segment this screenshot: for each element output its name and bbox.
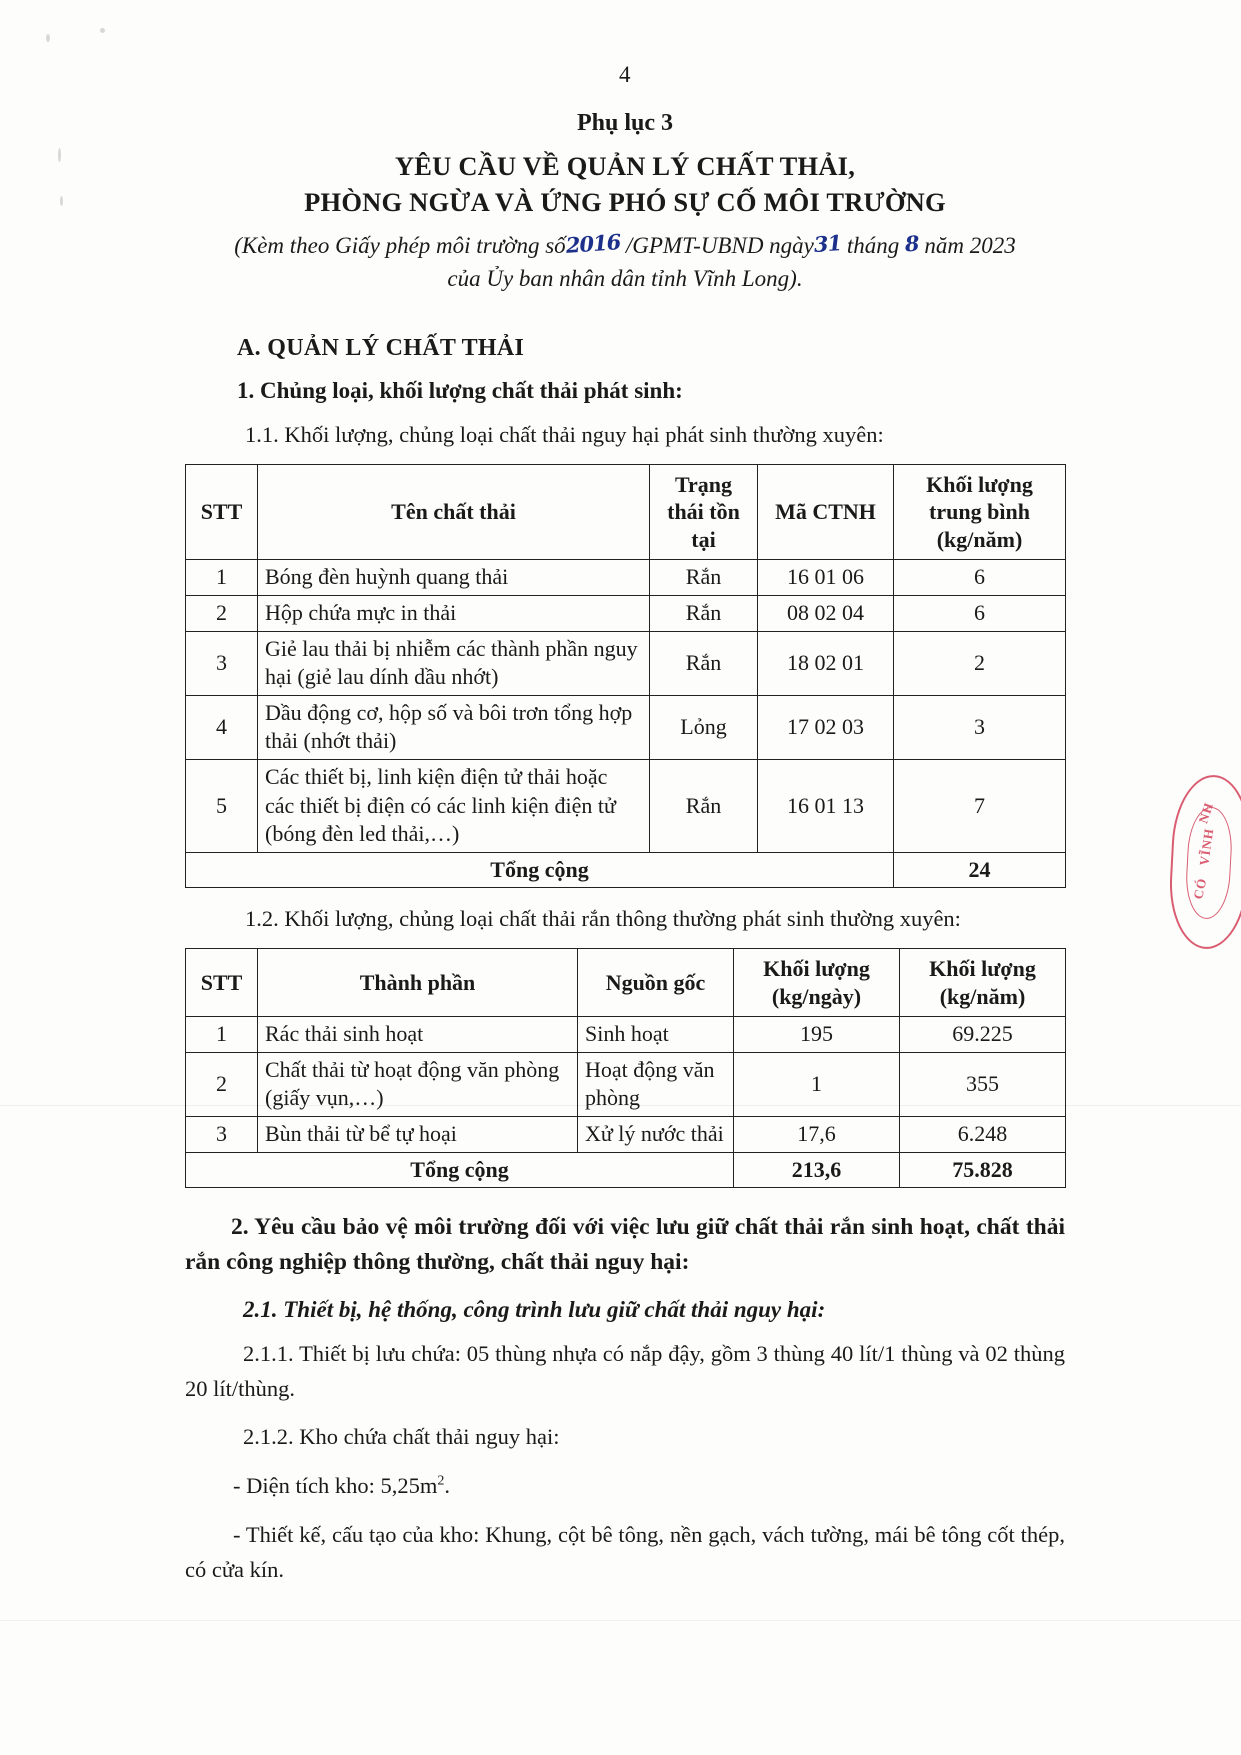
cell-quantity: 6 <box>894 560 1066 596</box>
document-subtitle-line1 <box>185 229 1065 262</box>
column-header-component: Thành phần <box>258 949 578 1017</box>
appendix-label: Phụ lục 3 <box>576 110 674 136</box>
cell-component: Rác thải sinh hoạt <box>258 1017 578 1053</box>
total-per-year: 75.828 <box>900 1152 1066 1188</box>
cell-quantity: 7 <box>894 760 1066 853</box>
handwritten-day: 31 <box>812 229 842 257</box>
document-subtitle-line2: của Ủy ban nhân dân tỉnh Vĩnh Long). <box>447 265 803 291</box>
storage-area-superscript: 2 <box>437 1473 445 1489</box>
seal-text-3: CÓ <box>1190 876 1210 901</box>
column-header-waste-name: Tên chất thải <box>258 464 650 560</box>
cell-state: Rắn <box>650 631 758 695</box>
table-total-row <box>186 852 1066 888</box>
cell-source: Sinh hoạt <box>578 1017 734 1053</box>
cell-stt: 3 <box>186 631 258 695</box>
cell-stt: 2 <box>186 596 258 632</box>
table-row <box>186 760 1066 853</box>
document-title-line2: PHÒNG NGỪA VÀ ỨNG PHÓ SỰ CỐ MÔI TRƯỜNG <box>304 186 946 217</box>
table-header-row <box>186 949 1066 1017</box>
seal-text-2: VĨNH <box>1196 826 1217 867</box>
cell-state: Lỏng <box>650 695 758 759</box>
table-row <box>186 1052 1066 1116</box>
storage-area-pre: - Diện tích kho: 5,25m <box>233 1473 438 1499</box>
subtitle-part-2: /GPMT-UBND ngày <box>625 232 814 258</box>
scan-speck <box>46 34 50 42</box>
document-content <box>185 0 1065 1588</box>
subtitle-part-4: năm 2023 <box>924 232 1016 258</box>
table-row <box>186 1017 1066 1053</box>
cell-state: Rắn <box>650 760 758 853</box>
section-1-2-heading: 1.2. Khối lượng, chủng loại chất thải rắn thông thường phát sinh thường xuyên: <box>245 906 961 932</box>
cell-qty-per-day: 195 <box>734 1017 900 1053</box>
cell-quantity: 6 <box>894 596 1066 632</box>
cell-qty-per-year: 355 <box>900 1052 1066 1116</box>
scan-speck <box>58 148 61 162</box>
cell-qty-per-day: 17,6 <box>734 1116 900 1152</box>
section-2-1-1-text: 2.1.1. Thiết bị lưu chứa: 05 thùng nhựa có nắp đậy, gồm 3 thùng 40 lít/1 thùng và 02 thùng 20 lít/thùng. <box>185 1340 1065 1401</box>
cell-waste-name: Dầu động cơ, hộp số và bôi trơn tổng hợp thải (nhớt thải) <box>258 695 650 759</box>
cell-waste-name: Giẻ lau thải bị nhiễm các thành phần nguy hại (giẻ lau dính dầu nhớt) <box>258 631 650 695</box>
cell-stt: 1 <box>186 1017 258 1053</box>
total-label: Tổng cộng <box>186 852 894 888</box>
cell-code: 16 01 13 <box>758 760 894 853</box>
scan-speck <box>60 196 63 206</box>
cell-waste-name: Các thiết bị, linh kiện điện tử thải hoặc các thiết bị điện có các linh kiện điện tử (bóng đèn led thải,…) <box>258 760 650 853</box>
cell-quantity: 3 <box>894 695 1066 759</box>
section-2-1-heading: 2.1. Thiết bị, hệ thống, công trình lưu giữ chất thải nguy hại: <box>243 1296 826 1322</box>
total-label: Tổng cộng <box>186 1152 734 1188</box>
seal-text-1: NH <box>1195 800 1217 826</box>
page-number: 4 <box>619 62 631 87</box>
cell-code: 18 02 01 <box>758 631 894 695</box>
total-per-day: 213,6 <box>734 1152 900 1188</box>
storage-area-text <box>185 1469 1065 1504</box>
subtitle-part-1: (Kèm theo Giấy phép môi trường số <box>234 232 566 258</box>
document-title-line1: YÊU CẦU VỀ QUẢN LÝ CHẤT THẢI, <box>394 151 856 181</box>
cell-quantity: 2 <box>894 631 1066 695</box>
scan-speck <box>100 28 105 33</box>
cell-stt: 3 <box>186 1116 258 1152</box>
cell-component: Bùn thải từ bể tự hoại <box>258 1116 578 1152</box>
cell-state: Rắn <box>650 596 758 632</box>
section-1-heading: 1. Chủng loại, khối lượng chất thải phát sinh: <box>237 378 683 404</box>
cell-code: 16 01 06 <box>758 560 894 596</box>
total-value: 24 <box>894 852 1066 888</box>
cell-stt: 4 <box>186 695 258 759</box>
section-2-1-2-text: 2.1.2. Kho chứa chất thải nguy hại: <box>243 1424 560 1450</box>
storage-area-post: . <box>444 1473 450 1499</box>
subtitle-part-3: tháng <box>846 232 900 258</box>
cell-code: 17 02 03 <box>758 695 894 759</box>
cell-qty-per-year: 69.225 <box>900 1017 1066 1053</box>
column-header-qty-per-year: Khối lượng (kg/năm) <box>900 949 1066 1017</box>
table-row <box>186 1116 1066 1152</box>
storage-design-text: - Thiết kế, cấu tạo của kho: Khung, cột bê tông, nền gạch, vách tường, mái bê tông cốt thép, có cửa kín. <box>185 1522 1065 1582</box>
cell-stt: 5 <box>186 760 258 853</box>
cell-stt: 2 <box>186 1052 258 1116</box>
cell-qty-per-day: 1 <box>734 1052 900 1116</box>
cell-qty-per-year: 6.248 <box>900 1116 1066 1152</box>
table-row <box>186 560 1066 596</box>
document-subtitle <box>185 229 1065 296</box>
section-1-1-heading: 1.1. Khối lượng, chủng loại chất thải nguy hại phát sinh thường xuyên: <box>245 422 884 448</box>
column-header-quantity: Khối lượng trung bình (kg/năm) <box>894 464 1066 560</box>
cell-component: Chất thải từ hoạt động văn phòng (giấy vụn,…) <box>258 1052 578 1116</box>
table-row <box>186 596 1066 632</box>
table-row <box>186 695 1066 759</box>
table-row <box>186 631 1066 695</box>
scan-line <box>0 1620 1241 1621</box>
document-title <box>185 149 1065 221</box>
handwritten-month: 8 <box>903 230 920 256</box>
table-header-row <box>186 464 1066 560</box>
ordinary-waste-table <box>185 948 1066 1188</box>
cell-source: Xử lý nước thải <box>578 1116 734 1152</box>
cell-stt: 1 <box>186 560 258 596</box>
section-2-heading: 2. Yêu cầu bảo vệ môi trường đối với việc lưu giữ chất thải rắn sinh hoạt, chất thải rắn công nghiệp thông thường, chất thải nguy hại: <box>185 1214 1065 1276</box>
column-header-code: Mã CTNH <box>758 464 894 560</box>
official-seal-stamp <box>1167 773 1241 951</box>
column-header-qty-per-day: Khối lượng (kg/ngày) <box>734 949 900 1017</box>
cell-code: 08 02 04 <box>758 596 894 632</box>
cell-waste-name: Hộp chứa mực in thải <box>258 596 650 632</box>
cell-waste-name: Bóng đèn huỳnh quang thải <box>258 560 650 596</box>
column-header-stt: STT <box>186 949 258 1017</box>
column-header-state: Trạng thái tồn tại <box>650 464 758 560</box>
cell-source: Hoạt động văn phòng <box>578 1052 734 1116</box>
handwritten-permit-number: 2016 <box>564 228 621 258</box>
section-a-heading: A. QUẢN LÝ CHẤT THẢI <box>237 335 525 362</box>
cell-state: Rắn <box>650 560 758 596</box>
column-header-source: Nguồn gốc <box>578 949 734 1017</box>
column-header-stt: STT <box>186 464 258 560</box>
table-total-row <box>186 1152 1066 1188</box>
hazardous-waste-table <box>185 464 1066 888</box>
